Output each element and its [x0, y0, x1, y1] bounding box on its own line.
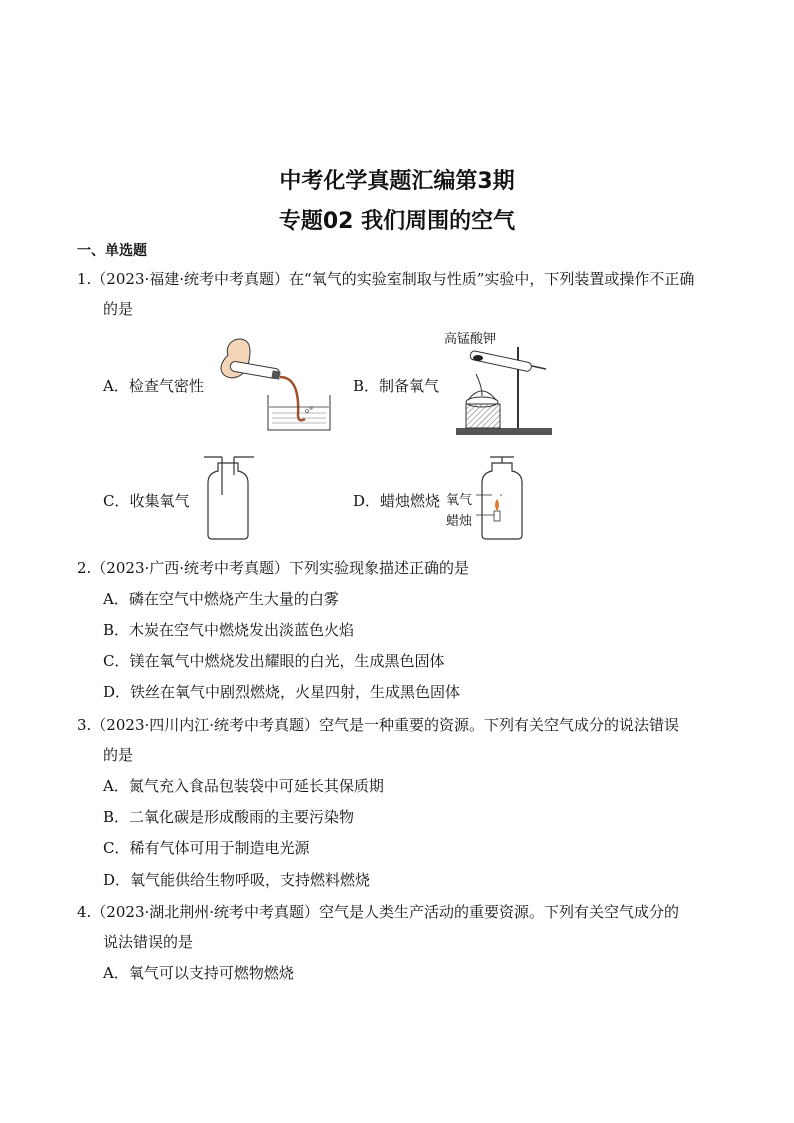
- q4-option-a[interactable]: A．氧气可以支持可燃物燃烧: [103, 964, 294, 982]
- question-4-text: 4.（2023·湖北荆州·统考中考真题）空气是人类生产活动的重要资源。下列有关空气成分的: [77, 903, 680, 921]
- q2-option-c[interactable]: C．镁在氧气中燃烧发出耀眼的白光，生成黑色固体: [103, 652, 445, 670]
- label-candle: 蜡烛: [446, 514, 473, 529]
- question-3-text-cont: 的是: [103, 746, 134, 764]
- q3-option-c[interactable]: C．稀有气体可用于制造电光源: [103, 839, 310, 857]
- label-potassium-permanganate: 高锰酸钾: [444, 332, 497, 347]
- question-1-text: 1.（2023·福建·统考中考真题）在“氧气的实验室制取与性质”实验中，下列装置或操作不正确: [77, 270, 695, 288]
- q1-option-b[interactable]: B．制备氧气: [353, 377, 440, 395]
- q2-option-b[interactable]: B．木炭在空气中燃烧发出淡蓝色火焰: [103, 621, 355, 639]
- q1-option-d[interactable]: D．蜡烛燃烧: [353, 492, 441, 510]
- question-3-text: 3.（2023·四川内江·统考中考真题）空气是一种重要的资源。下列有关空气成分的说法错误: [77, 716, 680, 734]
- question-2-text: 2.（2023·广西·统考中考真题）下列实验现象描述正确的是: [77, 559, 470, 577]
- page-subtitle: 专题02 我们周围的空气: [278, 209, 516, 234]
- question-1-text-cont: 的是: [103, 300, 134, 318]
- q3-option-d[interactable]: D．氧气能供给生物呼吸，支持燃料燃烧: [103, 871, 371, 889]
- q2-option-a[interactable]: A．磷在空气中燃烧产生大量的白雾: [103, 590, 339, 608]
- page-title: 中考化学真题汇编第3期: [279, 169, 515, 194]
- section-heading: 一、单选题: [77, 243, 147, 259]
- figure-gas-collection: [196, 455, 266, 540]
- figure-airtight-check: [210, 335, 335, 435]
- q1-option-c[interactable]: C．收集氧气: [103, 492, 190, 510]
- figure-candle-burning: [476, 455, 536, 540]
- label-oxygen: 氧气: [446, 493, 473, 508]
- q3-option-a[interactable]: A．氮气充入食品包装袋中可延长其保质期: [103, 777, 384, 795]
- q1-option-a[interactable]: A．检查气密性: [103, 377, 204, 395]
- figure-oxygen-prep: [448, 342, 558, 437]
- question-4-text-cont: 说法错误的是: [103, 933, 194, 951]
- q2-option-d[interactable]: D．铁丝在氧气中剧烈燃烧，火星四射，生成黑色固体: [103, 683, 461, 701]
- q3-option-b[interactable]: B．二氧化碳是形成酸雨的主要污染物: [103, 808, 355, 826]
